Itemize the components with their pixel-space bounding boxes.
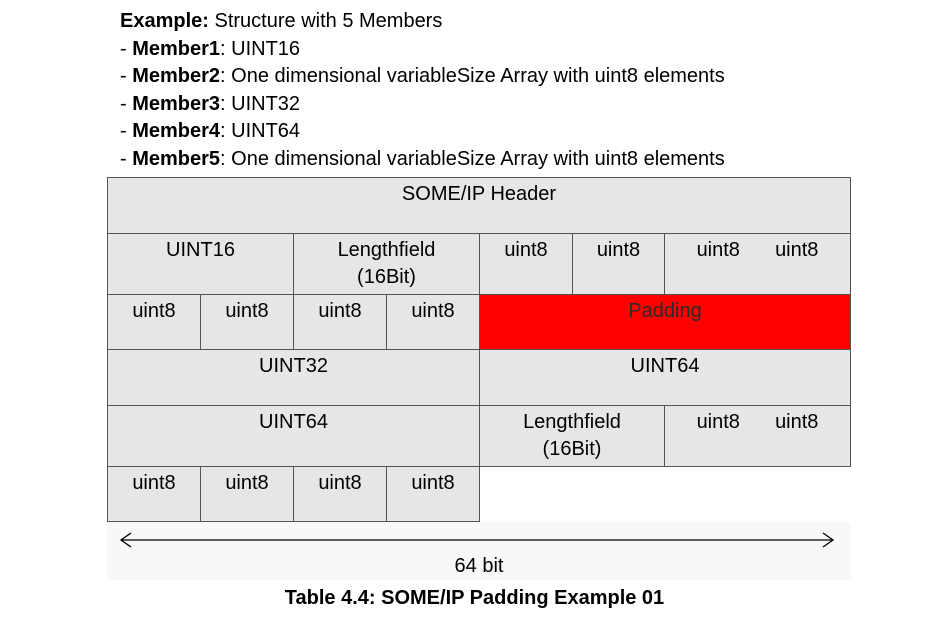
member-type: : UINT16 [220, 37, 301, 60]
member-type: : UINT64 [220, 120, 301, 142]
lengthfield-cell [479, 405, 665, 467]
uint8-cell: uint8 [293, 294, 387, 350]
member-type: : One dimensional variableSize Array with uint8 elements [220, 147, 725, 170]
uint8-cell: uint8 [572, 233, 665, 295]
member-line-3: - Member3: UINT32 [120, 92, 301, 115]
uint8-cell: uint8 [386, 294, 480, 350]
member-name: Member4 [132, 120, 221, 142]
uint64-cell: UINT64 [479, 349, 851, 406]
example-line [120, 8, 920, 36]
uint8-pair-cell [664, 233, 851, 295]
byte-layout-diagram [107, 177, 851, 522]
uint8-cell: uint8 [293, 466, 387, 522]
someip-header-cell: SOME/IP Header [107, 177, 851, 234]
member-line-2: - Member2: One dimensional variableSize Array with uint8 elements [120, 65, 725, 87]
lengthfield-size: (16Bit) [357, 266, 416, 288]
member-name: Member2 [132, 65, 221, 87]
member-line-1: - Member1: UINT16 [120, 37, 301, 60]
example-label: Example: [120, 10, 209, 32]
bit-width-label: 64 bit [454, 555, 504, 577]
uint8-cell: uint8 [107, 466, 201, 522]
uint16-cell: UINT16 [107, 233, 294, 295]
uint8-label: uint8 [696, 411, 740, 433]
lengthfield-size: (16Bit) [542, 438, 602, 460]
uint64-cell: UINT64 [107, 405, 480, 467]
member-name: Member1 [132, 37, 221, 60]
lengthfield-label: Lengthfield [337, 239, 436, 261]
double-arrow-icon [119, 528, 835, 552]
uint8-cell: uint8 [200, 466, 294, 522]
uint8-label: uint8 [696, 239, 740, 261]
uint8-label: uint8 [775, 239, 819, 261]
uint8-cell: uint8 [479, 233, 573, 295]
width-scale [107, 522, 851, 580]
padding-cell: Padding [479, 294, 851, 350]
member-name: Member5 [132, 147, 221, 170]
member-line-5: - Member5: One dimensional variableSize Array with uint8 elements [120, 147, 725, 170]
uint8-pair-cell [664, 405, 851, 467]
table-caption: Table 4.4: SOME/IP Padding Example 01 [284, 587, 665, 609]
structure-description [120, 8, 920, 173]
uint8-cell: uint8 [386, 466, 480, 522]
uint8-cell: uint8 [200, 294, 294, 350]
member-type: : One dimensional variableSize Array with uint8 elements [220, 65, 725, 87]
example-text: Structure with 5 Members [208, 10, 443, 32]
member-name: Member3 [132, 92, 221, 115]
uint8-cell: uint8 [107, 294, 201, 350]
uint8-label: uint8 [775, 411, 819, 433]
member-line-4: - Member4: UINT64 [120, 120, 301, 142]
uint32-cell: UINT32 [107, 349, 480, 406]
member-type: : UINT32 [220, 92, 301, 115]
lengthfield-cell [293, 233, 480, 295]
lengthfield-label: Lengthfield [523, 411, 621, 433]
